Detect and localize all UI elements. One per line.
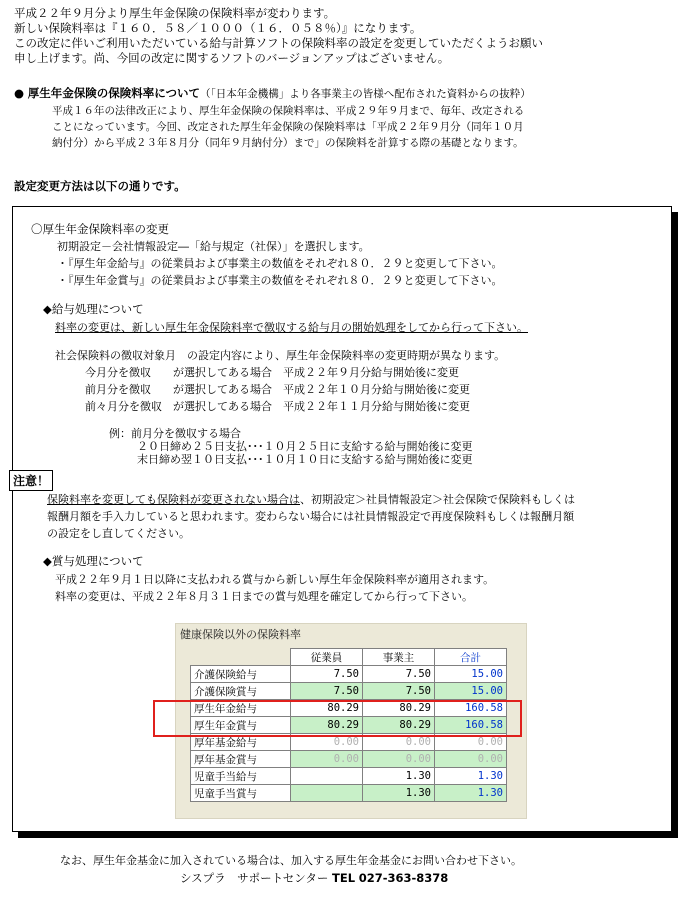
header-cell: [191, 649, 291, 666]
rate-input-total[interactable]: 0.00: [435, 734, 507, 751]
rate-input-employee[interactable]: 80.29: [291, 700, 363, 717]
intro-line: 新しい保険料率は『１６０．５８／１０００（１６．０５８％）』になります。: [14, 21, 422, 35]
section-title: ◆給与処理について: [43, 302, 144, 316]
rate-input-employer[interactable]: 0.00: [363, 734, 435, 751]
bullet-icon: ●: [14, 86, 25, 100]
bullet-note: （「日本年金機構」より各事業主の皆様へ配布された資料からの抜粋）: [199, 88, 531, 100]
row-label: 介護保険給与: [191, 666, 291, 683]
footer-note: なお、厚生年金基金に加入されている場合は、加入する厚生年金基金にお問い合わせ下さい。: [60, 854, 522, 867]
row-label: 厚年基金賞与: [191, 751, 291, 768]
caution-label: 注意！: [9, 470, 53, 491]
rate-input-employer[interactable]: 1.30: [363, 768, 435, 785]
rate-input-employee[interactable]: 7.50: [291, 666, 363, 683]
header-cell: 事業主: [363, 649, 435, 666]
instruction-box: [12, 206, 672, 832]
tel-label: TEL: [332, 871, 356, 885]
row-label: 厚生年金賞与: [191, 717, 291, 734]
instruction-line: 社会保険料の徴収対象月 の設定内容により、厚生年金保険料率の変更時期が異なります。: [55, 349, 506, 362]
rate-input-total[interactable]: 15.00: [435, 666, 507, 683]
intro-text: [14, 6, 543, 66]
example-line: 例：前月分を徴収する場合: [109, 427, 241, 440]
rate-input-total[interactable]: 160.58: [435, 717, 507, 734]
rate-input-employee[interactable]: [291, 785, 363, 802]
rate-input-employee[interactable]: [291, 768, 363, 785]
row-label: 介護保険賞与: [191, 683, 291, 700]
rate-input-total[interactable]: 1.30: [435, 785, 507, 802]
instruction-line: ・『厚生年金給与』の従業員および事業主の数値をそれぞれ８０．２９と変更して下さい。: [57, 257, 503, 270]
rate-input-total[interactable]: 15.00: [435, 683, 507, 700]
schedule-row: 今月分を徴収 が選択してある場合 平成２２年９月分給与開始後に変更: [85, 366, 459, 379]
rate-input-employee[interactable]: 7.50: [291, 683, 363, 700]
table-row: [191, 751, 507, 768]
table-row: [191, 683, 507, 700]
rate-input-total[interactable]: 0.00: [435, 751, 507, 768]
example-line: 末日締め翌１０日支払･･･１０月１０日に支給する給与開始後に変更: [137, 453, 473, 466]
schedule-row: 前々月分を徴収 が選択してある場合 平成２２年１１月分給与開始後に変更: [85, 400, 470, 413]
method-title: 設定変更方法は以下の通りです。: [14, 179, 186, 193]
row-label: 厚生年金給与: [191, 700, 291, 717]
intro-line: 申し上げます。尚、今回の改定に関するソフトのバージョンアップはございません。: [14, 51, 450, 65]
rate-input-employee[interactable]: 0.00: [291, 751, 363, 768]
rate-input-employer[interactable]: 7.50: [363, 666, 435, 683]
caution-line: 報酬月額を手入力していると思われます。変わらない場合には社員情報設定で再度保険料もしくは報酬月額: [47, 510, 575, 523]
rate-input-employer[interactable]: 80.29: [363, 717, 435, 734]
underlined-note: 料率の変更は、新しい厚生年金保険料率で徴収する給与月の開始処理をしてから行って下さい。: [55, 321, 528, 334]
bullet-line: 納付分）から平成２３年８月分（同年９月納付分）まで」の保険料を計算する際の基礎となります。: [52, 137, 524, 149]
caution-line: の設定をし直してください。: [47, 527, 190, 540]
row-label: 厚年基金給与: [191, 734, 291, 751]
bullet-title: 厚生年金保険の保険料率について: [27, 86, 200, 100]
bullet-line: 平成１６年の法律改正により、厚生年金保険の保険料率は、平成２９年９月まで、毎年、改定される: [52, 105, 525, 117]
caution-underline: 保険料率を変更しても保険料が変更されない場合は: [47, 493, 300, 506]
rate-input-employer[interactable]: 1.30: [363, 785, 435, 802]
row-label: 児童手当賞与: [191, 785, 291, 802]
bullet-line: ことになっています。今回、改定された厚生年金保険の保険料率は「平成２２年９月分（同年１０月: [52, 121, 524, 133]
highlight-box: [153, 700, 522, 737]
rate-input-employee[interactable]: 0.00: [291, 734, 363, 751]
instruction-line: ・『厚生年金賞与』の従業員および事業主の数値をそれぞれ８０．２９と変更して下さい。: [57, 274, 503, 287]
instruction-line: 平成２２年９月１日以降に支払われる賞与から新しい厚生年金保険料率が適用されます。: [55, 573, 495, 586]
caution-rest: 、初期設定＞社員情報設定＞社会保険で保険料もしくは: [300, 493, 575, 506]
support-center: シスプラ サポートセンター: [180, 871, 329, 885]
support-contact: [180, 870, 448, 886]
rate-input-total[interactable]: 1.30: [435, 768, 507, 785]
bullet-heading: [14, 86, 531, 102]
intro-line: この改定に伴いご利用いただいている給与計算ソフトの保険料率の設定を変更していただくようお願い: [14, 36, 543, 50]
header-cell: 従業員: [291, 649, 363, 666]
bullet-body: [52, 103, 524, 151]
rate-input-employer[interactable]: 80.29: [363, 700, 435, 717]
schedule-row: 前月分を徴収 が選択してある場合 平成２２年１０月分給与開始後に変更: [85, 383, 470, 396]
tel-number: 027-363-8378: [358, 871, 449, 885]
header-cell: 合計: [435, 649, 507, 666]
rate-input-total[interactable]: 160.58: [435, 700, 507, 717]
caution-line: [47, 491, 575, 507]
table-header: [191, 649, 507, 666]
rate-input-employer[interactable]: 0.00: [363, 751, 435, 768]
row-label: 児童手当給与: [191, 768, 291, 785]
intro-line: 平成２２年９月分より厚生年金保険の保険料率が変わります。: [14, 6, 336, 20]
rate-input-employee[interactable]: 80.29: [291, 717, 363, 734]
table-row: [191, 768, 507, 785]
instruction-line: 料率の変更は、平成２２年８月３１日までの賞与処理を確定してから行って下さい。: [55, 590, 473, 603]
section-title: ◆賞与処理について: [43, 554, 144, 568]
section-title: 〇厚生年金保険料率の変更: [31, 222, 169, 236]
example-line: ２０日締め２５日支払･･･１０月２５日に支給する給与開始後に変更: [137, 440, 473, 453]
table-row: [191, 666, 507, 683]
instruction-line: 初期設定－会社情報設定―「給与規定（社保）」を選択します。: [57, 240, 370, 253]
panel-title: 健康保険以外の保険料率: [180, 628, 301, 641]
table-row: [191, 785, 507, 802]
rate-input-employer[interactable]: 7.50: [363, 683, 435, 700]
